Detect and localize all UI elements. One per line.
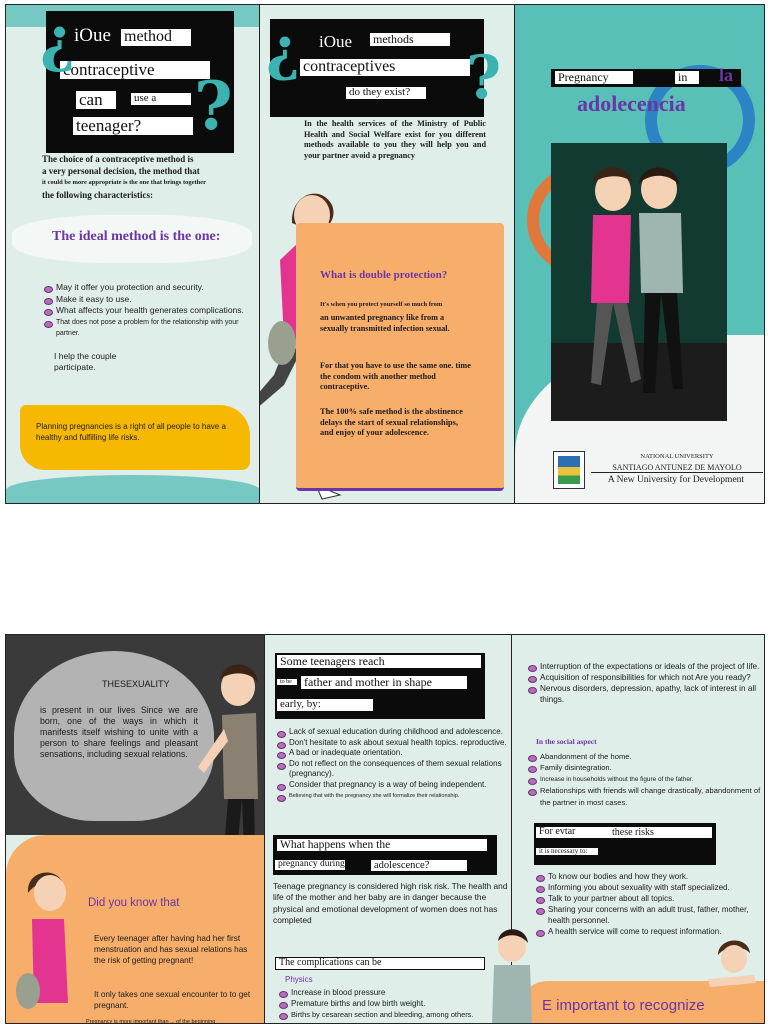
list-item: Interruption of the expectations or ideals of the project of life. [528, 661, 764, 672]
title-word: can [76, 91, 116, 109]
did-you-know-text: Every teenager after having had her first menstruation and has sexual relations has the risk of getting pregnant! [94, 934, 248, 966]
couple-photo [551, 143, 727, 421]
title-word: early, by: [277, 699, 373, 711]
girl-illustration [708, 935, 762, 995]
heart-title: THESEXUALITY [102, 679, 170, 689]
title-word: iOue [74, 25, 111, 46]
cover-title-word: Pregnancy [555, 71, 633, 84]
list-item: May it offer you protection and security. [44, 282, 244, 294]
university-line: SANTIAGO ANTUNEZ DE MAYOLO [591, 463, 763, 473]
boy-illustration [486, 925, 538, 1024]
complications-title: The complications can be [275, 957, 485, 970]
intro-line: a very personal decision, the method that [42, 166, 200, 176]
social-list [528, 751, 764, 808]
heart-text: is present in our lives Since we are born, one of the ways in which it manifests itself wishing to unite with a person to share feelings and pleasant sensations, including sexual relations. [40, 705, 198, 759]
prevention-list [536, 871, 764, 937]
title-word: iOue [319, 32, 353, 51]
list-item: Increase in blood pressure [279, 987, 509, 998]
list-item: Make it easy to use. [44, 294, 244, 306]
university-line: A New University for Development [607, 475, 745, 485]
panel-sexuality [6, 635, 264, 1023]
list-item: Premature births and low birth weight. [279, 998, 509, 1009]
university-line: NATIONAL UNIVERSITY [640, 453, 714, 460]
double-protection-box [296, 223, 504, 491]
cover-subtitle: adolecencia [577, 91, 686, 116]
list-item: Relationships with friends will change drastically, abandonment of the partner in most cases. [528, 785, 764, 808]
list-item: Do not reflect on the consequences of them sexual relations (pregnancy). [277, 759, 509, 780]
question-word: adolescence? [371, 860, 467, 871]
avoid-word: these risks [612, 827, 654, 838]
list-item: Family disintegration. [528, 762, 764, 773]
question-mark-icon: ¿ [266, 15, 300, 83]
help-line: I help the couple participate. [54, 351, 117, 372]
avoid-word: it is necessary to: [536, 848, 598, 855]
question-mark-icon: ¿ [40, 5, 76, 75]
title-word: methods [370, 33, 450, 46]
list-item: Nervous disorders, depression, apathy, lack of interest in all things. [528, 683, 764, 705]
panel-consequences [512, 635, 765, 1023]
title-word: contraceptives [300, 59, 470, 76]
box-heading: What is double protection? [320, 269, 448, 281]
list-item: Talk to your partner about all topics. [536, 893, 764, 904]
causes-list [277, 727, 509, 801]
ideal-heading: The ideal method is the one: [52, 229, 221, 244]
list-item: Believing that with the pregnancy she will formalize their relationship. [277, 791, 509, 802]
list-item: Informing you about sexuality with staff specialized. [536, 882, 764, 893]
question-text: Teenage pregnancy is considered high risk risk. The health and life of the mother and her baby are in danger because the physical and emotional development of women does not has completed [273, 881, 508, 926]
important-text: E important to recognize [542, 997, 705, 1014]
title-word: father and mother in shape [301, 676, 467, 689]
did-you-know-text: It only takes one sexual encounter to to get pregnant. [94, 990, 251, 1011]
methods-body: In the health services of the Ministry of Public Health and Social Welfare exist for you different methods available to you they will help you and your partner avoid a pregnancy [304, 119, 486, 160]
list-item: Increase in households without the figure of the father. [528, 774, 764, 785]
panel-causes [265, 635, 511, 1023]
intro-line: The choice of a contraceptive method is [42, 154, 194, 164]
shield-icon [558, 456, 580, 484]
cover-title-word: in [675, 71, 699, 84]
did-you-know-heading: Did you know that [88, 897, 180, 909]
cover-title-word: la [719, 65, 734, 85]
girl-illustration [14, 863, 84, 1024]
title-word: to be [277, 679, 297, 685]
title-word: method [121, 29, 191, 46]
box-text: The 100% safe method is the abstinence delays the start of sexual relationships, and enjoy of your adolescence. [320, 407, 463, 437]
box-text: an unwanted pregnancy like from a sexually transmitted infection sexual. [320, 313, 450, 333]
question-mark-icon: ? [194, 67, 233, 145]
list-item: Births by cesarean section and bleeding, among others. [279, 1009, 509, 1020]
social-heading: In the social aspect [536, 737, 597, 746]
box-text: It's when you protect yourself so much from [320, 301, 443, 308]
list-item: Acquisition of responsibilities for which not Are you ready? [528, 672, 764, 683]
list-item: Lack of sexual education during childhood and adolescence. [277, 727, 509, 738]
brochure-outside [5, 4, 765, 504]
intro-line: it could be more appropriate is the one that brings together [42, 179, 207, 186]
list-item: That does not pose a problem for the relationship with your partner. [44, 317, 244, 340]
title-word: use a [131, 93, 191, 105]
avoid-word: For evtar [536, 827, 712, 838]
title-word: teenager? [73, 117, 193, 135]
list-item: A health service will come to request information. [536, 926, 764, 937]
university-logo [553, 451, 585, 489]
physics-label: Physics [285, 975, 313, 984]
brochure-inside [5, 634, 765, 1024]
panel-contraceptive-method [6, 5, 260, 503]
intro-line: the following characteristics: [42, 190, 153, 200]
question-word: pregnancy during [275, 860, 345, 870]
list-item: What affects your health generates complications. [44, 305, 244, 317]
title-word: do they exist? [346, 87, 426, 99]
did-you-know-footer: Pregnancy is more important than ... of the beginning [86, 1019, 216, 1024]
ideal-list [44, 282, 244, 340]
decorative-wave [6, 475, 260, 504]
panel-cover [515, 5, 765, 503]
question-word: What happens when the [277, 839, 487, 851]
list-item: Abandonment of the home. [528, 751, 764, 762]
complications-list [279, 987, 509, 1020]
panel-methods [260, 5, 514, 503]
list-item: Consider that pregnancy is a way of being independent. [277, 780, 509, 791]
list-item: A bad or inadequate orientation. [277, 748, 509, 759]
rights-text: Planning pregnancies is a right of all people to have a healthy and fulfilling life risks. [36, 422, 226, 442]
list-item: To know our bodies and how they work. [536, 871, 764, 882]
consequences-list [528, 661, 764, 705]
title-word: contraceptive [60, 61, 210, 79]
question-mark-icon: ? [466, 43, 502, 113]
list-item: Don't hesitate to ask about sexual health topics. reproductive. [277, 738, 509, 749]
box-text: For that you have to use the same one. time the condom with another method contraceptive. [320, 361, 471, 391]
title-word: Some teenagers reach [277, 655, 481, 668]
list-item: Sharing your concerns with an adult trust, father, mother, health personnel. [536, 904, 764, 926]
title-block [270, 19, 484, 117]
intro-text [42, 153, 257, 201]
